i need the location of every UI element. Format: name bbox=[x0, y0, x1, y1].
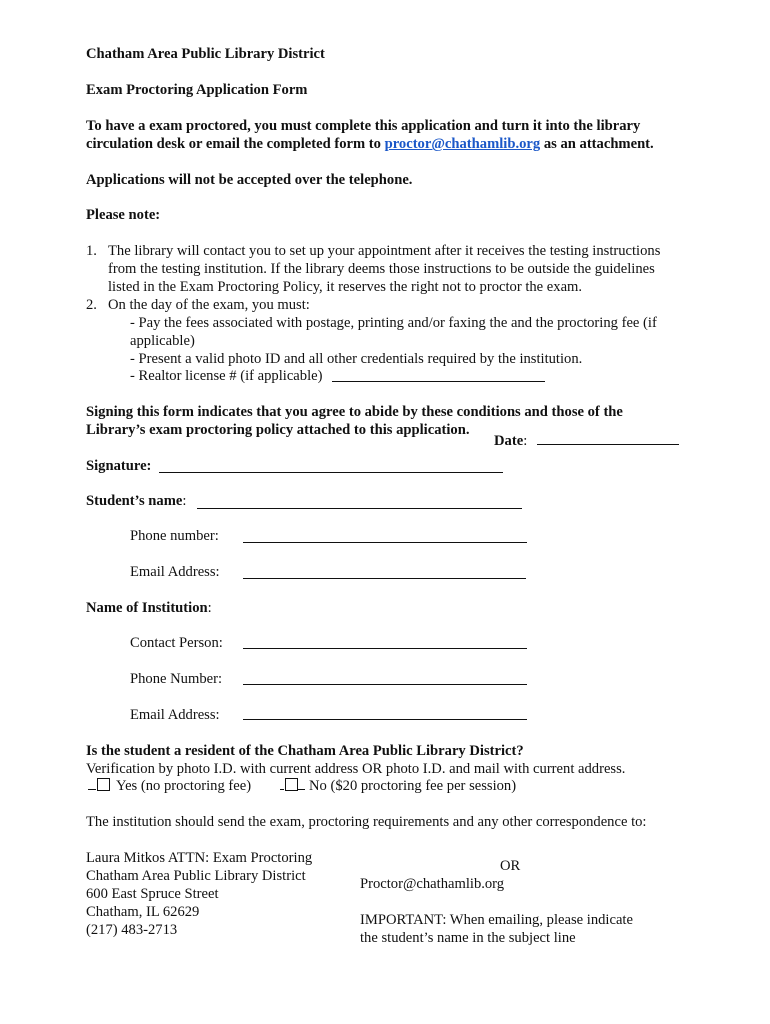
proctor-email-link[interactable]: proctor@chathamlib.org bbox=[384, 136, 541, 152]
student-email-field[interactable] bbox=[243, 578, 526, 579]
residency-question: Is the student a resident of the Chatham Area Public Library District? bbox=[86, 743, 524, 759]
student-name-label: Student’s name: bbox=[86, 493, 187, 509]
sub-item-fees-line-1: - Pay the fees associated with postage, printing and/or faxing the and the proctoring fee (if bbox=[130, 315, 657, 331]
library-district-title: Chatham Area Public Library District bbox=[86, 46, 325, 62]
student-phone-field[interactable] bbox=[243, 542, 527, 543]
no-label: No ($20 proctoring fee per session) bbox=[309, 778, 517, 794]
institution-email-field[interactable] bbox=[243, 719, 527, 720]
address-line-1: Laura Mitkos ATTN: Exam Proctoring bbox=[86, 850, 313, 866]
address-line-3: 600 East Spruce Street bbox=[86, 886, 219, 902]
yes-checkbox[interactable] bbox=[97, 778, 110, 791]
date-field[interactable] bbox=[537, 444, 679, 445]
institution-phone-label: Phone Number: bbox=[130, 671, 223, 687]
please-note-heading: Please note: bbox=[86, 207, 161, 223]
send-notice: The institution should send the exam, proctoring requirements and any other correspondence to: bbox=[86, 814, 647, 830]
list-item-1-number: 1. bbox=[86, 243, 97, 259]
list-item-1-line-1: The library will contact you to set up your appointment after it receives the testing instructions bbox=[108, 243, 661, 259]
intro-line-2 bbox=[86, 135, 654, 153]
student-phone-label: Phone number: bbox=[130, 528, 219, 544]
institution-phone-field[interactable] bbox=[243, 684, 527, 685]
student-email-label: Email Address: bbox=[130, 564, 220, 580]
agreement-line-2: Library’s exam proctoring policy attached to this application. bbox=[86, 422, 470, 438]
or-separator: OR bbox=[500, 858, 521, 874]
address-phone: (217) 483-2713 bbox=[86, 922, 178, 938]
address-line-2: Chatham Area Public Library District bbox=[86, 868, 306, 884]
date-label: Date: bbox=[494, 433, 528, 449]
address-line-4: Chatham, IL 62629 bbox=[86, 904, 200, 920]
institution-label: Name of Institution: bbox=[86, 600, 212, 616]
important-note-line-1: IMPORTANT: When emailing, please indicate bbox=[360, 912, 633, 928]
alt-contact-email: Proctor@chathamlib.org bbox=[360, 876, 505, 892]
resident-no-option[interactable] bbox=[280, 777, 516, 795]
student-name-field[interactable] bbox=[197, 508, 522, 509]
contact-person-label: Contact Person: bbox=[130, 635, 223, 651]
sub-item-fees-line-2: applicable) bbox=[130, 333, 195, 349]
list-item-2-number: 2. bbox=[86, 297, 97, 313]
important-note-line-2: the student’s name in the subject line bbox=[360, 930, 576, 946]
sub-item-photo-id: - Present a valid photo ID and all other credentials required by the institution. bbox=[130, 351, 583, 367]
residency-verification: Verification by photo I.D. with current address OR photo I.D. and mail with current address. bbox=[86, 761, 626, 777]
signature-label: Signature: bbox=[86, 458, 152, 474]
resident-yes-option[interactable] bbox=[88, 777, 251, 795]
list-item-1-line-2: from the testing institution. If the library deems those instructions to be outside the guidelines bbox=[108, 261, 655, 277]
sub-item-realtor-license: - Realtor license # (if applicable) bbox=[130, 368, 323, 384]
contact-person-field[interactable] bbox=[243, 648, 527, 649]
intro-line-2-after: as an attachment. bbox=[540, 136, 654, 152]
signature-field[interactable] bbox=[159, 472, 503, 473]
telephone-notice: Applications will not be accepted over the telephone. bbox=[86, 172, 413, 188]
intro-line-1: To have a exam proctored, you must complete this application and turn it into the library bbox=[86, 118, 641, 134]
agreement-line-1: Signing this form indicates that you agree to abide by these conditions and those of the bbox=[86, 404, 623, 420]
form-title: Exam Proctoring Application Form bbox=[86, 82, 308, 98]
yes-label: Yes (no proctoring fee) bbox=[116, 778, 252, 794]
list-item-1-line-3: listed in the Exam Proctoring Policy, it reserves the right not to proctor the exam. bbox=[108, 279, 583, 295]
intro-line-2-before: circulation desk or email the completed form to bbox=[86, 136, 385, 152]
institution-email-label: Email Address: bbox=[130, 707, 220, 723]
list-item-2-line-1: On the day of the exam, you must: bbox=[108, 297, 310, 313]
realtor-license-field[interactable] bbox=[332, 381, 545, 382]
